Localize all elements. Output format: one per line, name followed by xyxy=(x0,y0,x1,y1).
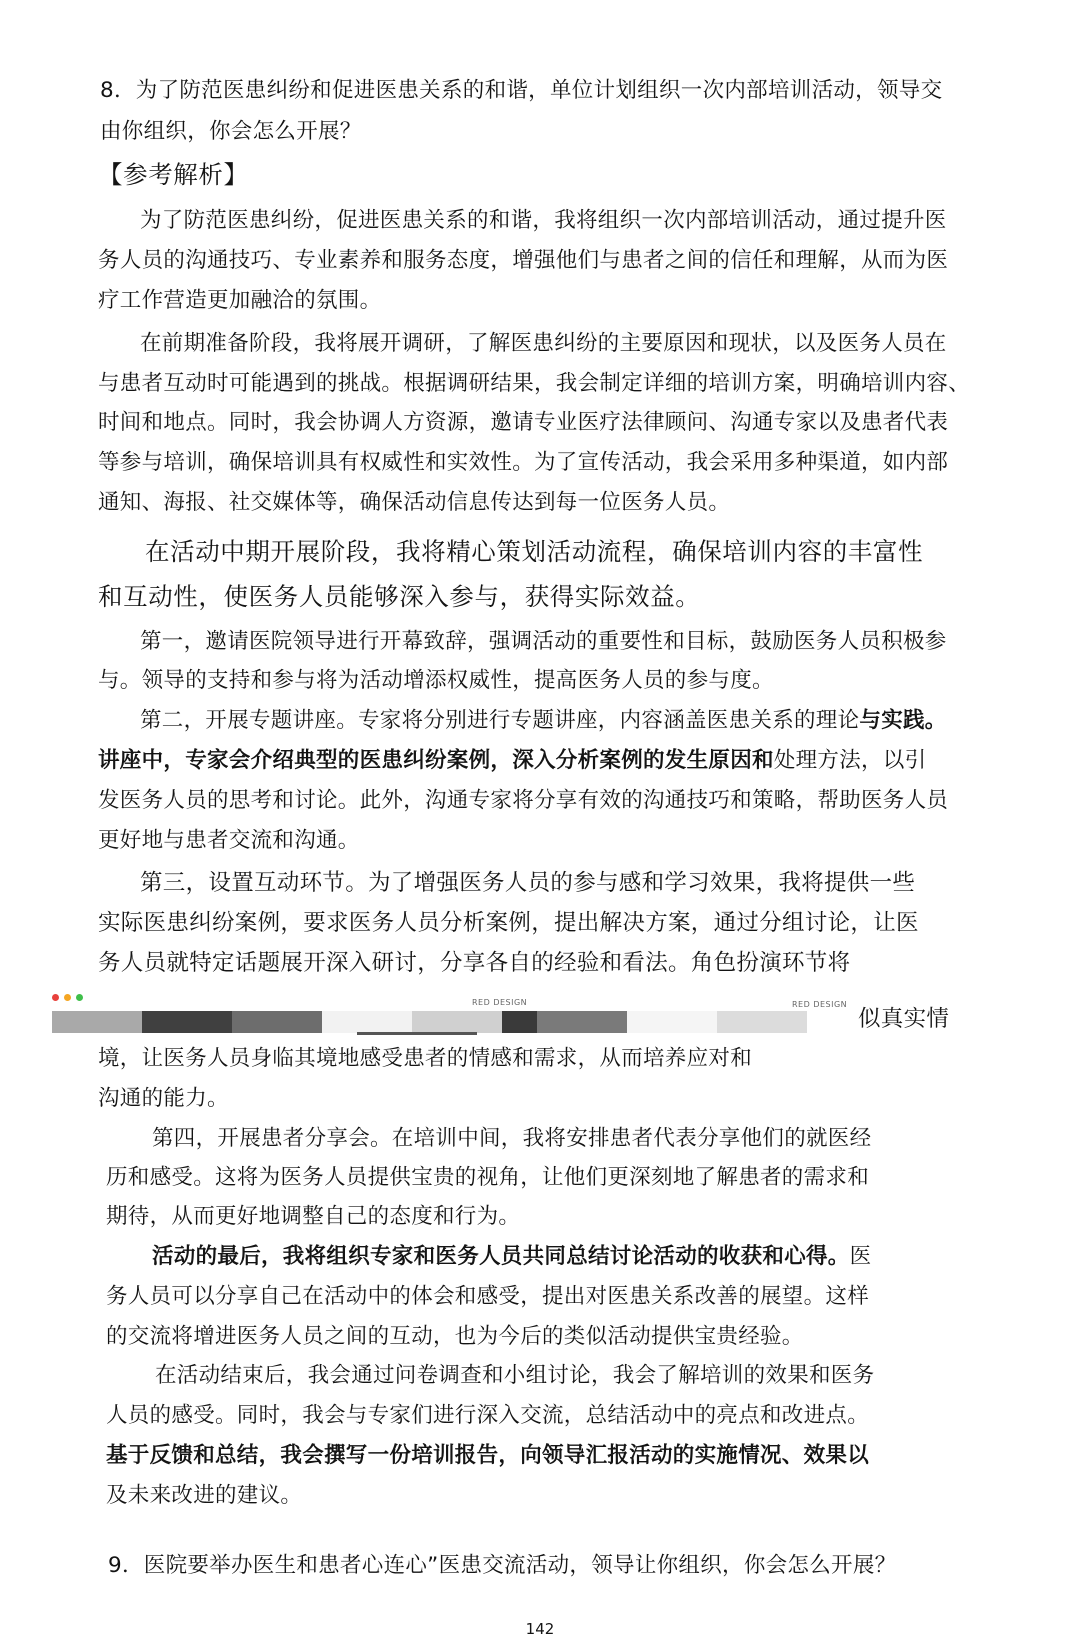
answer-line: 期待，从而更好地调整自己的态度和行为。 xyxy=(106,1204,521,1229)
divider xyxy=(357,1032,477,1035)
brand-label: RED DESIGN xyxy=(472,998,528,1007)
answer-line: 疗工作营造更加融洽的氛围。 xyxy=(98,288,382,313)
answer-line: 和互动性，使医务人员能够深入参与，获得实际效益。 xyxy=(98,582,701,611)
overlay-strip xyxy=(52,994,852,1038)
answer-line: 通知、海报、社交媒体等，确保活动信息传达到每一位医务人员。 xyxy=(98,490,731,515)
question-8-line-2: 由你组织，你会怎么开展？ xyxy=(100,119,362,144)
page-number: 142 xyxy=(525,1620,555,1638)
yellow-dot-icon xyxy=(64,994,71,1001)
window-dots xyxy=(52,994,83,1001)
answer-line: 与患者互动时可能遇到的挑战。根据调研结果，我会制定详细的培训方案，明确培训内容、 xyxy=(98,371,971,396)
green-dot-icon xyxy=(76,994,83,1001)
answer-line: 在活动结束后，我会通过问卷调查和小组讨论，我会了解培训的效果和医务 xyxy=(155,1363,875,1388)
answer-line: 实际医患纠纷案例，要求医务人员分析案例，提出解决方案，通过分组讨论，让医 xyxy=(98,910,919,936)
answer-line: 似真实情 xyxy=(858,1006,950,1032)
answer-line xyxy=(98,750,926,772)
bold-text: 讲座中，专家会介绍典型的医患纠纷案例，深入分析案例的发生原因和 xyxy=(98,748,774,773)
answer-line: 务人员的沟通技巧、专业素养和服务态度，增强他们与患者之间的信任和理解，从而为医 xyxy=(98,248,949,273)
answer-line: 在活动中期开展阶段，我将精心策划活动流程，确保培训内容的丰富性 xyxy=(145,537,924,566)
question-9: 9．医院要举办医生和患者心连心”医患交流活动，领导让你组织，你会怎么开展？ xyxy=(108,1553,897,1578)
answer-line: 与。领导的支持和参与将为活动增添权威性，提高医务人员的参与度。 xyxy=(98,668,774,693)
answer-line: 第三，设置互动环节。为了增强医务人员的参与感和学习效果，我将提供一些 xyxy=(140,870,916,896)
answer-line: 时间和地点。同时，我会协调人方资源，邀请专业医疗法律顾问、沟通专家以及患者代表 xyxy=(98,410,949,435)
brand-label: RED DESIGN xyxy=(792,1000,848,1009)
section-heading: 【参考解析】 xyxy=(98,160,249,189)
answer-line: 务人员可以分享自己在活动中的体会和感受，提出对医患关系改善的展望。这样 xyxy=(106,1284,870,1309)
answer-text: 处理方法，以引 xyxy=(773,748,927,773)
answer-line: 历和感受。这将为医务人员提供宝贵的视角，让他们更深刻地了解患者的需求和 xyxy=(106,1165,870,1190)
answer-line: 第一，邀请医院领导进行开幕致辞，强调活动的重要性和目标，鼓励医务人员积极参 xyxy=(140,629,947,654)
answer-line: 更好地与患者交流和沟通。 xyxy=(98,828,360,853)
answer-text: 第二，开展专题讲座。专家将分别进行专题讲座，内容涵盖医患关系的理论 xyxy=(140,708,860,733)
answer-line: 为了防范医患纠纷，促进医患关系的和谐，我将组织一次内部培训活动，通过提升医 xyxy=(140,208,947,233)
answer-text: 医 xyxy=(849,1244,872,1269)
answer-line: 在前期准备阶段，我将展开调研，了解医患纠纷的主要原因和现状，以及医务人员在 xyxy=(140,331,947,356)
answer-line: 人员的感受。同时，我会与专家们进行深入交流，总结活动中的亮点和改进点。 xyxy=(106,1403,870,1428)
answer-line: 沟通的能力。 xyxy=(98,1086,229,1111)
answer-line xyxy=(152,1246,871,1268)
answer-line: 第四，开展患者分享会。在培训中间，我将安排患者代表分享他们的就医经 xyxy=(152,1126,872,1151)
question-8-line-1: 8．为了防范医患纠纷和促进医患关系的和谐，单位计划组织一次内部培训活动，领导交 xyxy=(100,78,943,103)
answer-line: 务人员就特定话题展开深入研讨，分享各自的经验和看法。角色扮演环节将 xyxy=(98,950,851,976)
answer-line: 境，让医务人员身临其境地感受患者的情感和需求，从而培养应对和 xyxy=(98,1046,753,1071)
bold-text: 活动的最后，我将组织专家和医务人员共同总结讨论活动的收获和心得。 xyxy=(152,1244,850,1269)
answer-line: 等参与培训，确保培训具有权威性和实效性。为了宣传活动，我会采用多种渠道，如内部 xyxy=(98,450,949,475)
answer-line xyxy=(140,710,947,732)
bold-text: 与实践。 xyxy=(859,708,947,733)
answer-line: 的交流将增进医务人员之间的互动，也为今后的类似活动提供宝贵经验。 xyxy=(106,1324,804,1349)
answer-line: 基于反馈和总结，我会撰写一份培训报告，向领导汇报活动的实施情况、效果以 xyxy=(106,1443,870,1468)
red-dot-icon xyxy=(52,994,59,1001)
answer-line: 发医务人员的思考和讨论。此外，沟通专家将分享有效的沟通技巧和策略，帮助医务人员 xyxy=(98,788,949,813)
answer-line: 及未来改进的建议。 xyxy=(106,1483,303,1508)
color-bars xyxy=(52,1011,852,1033)
